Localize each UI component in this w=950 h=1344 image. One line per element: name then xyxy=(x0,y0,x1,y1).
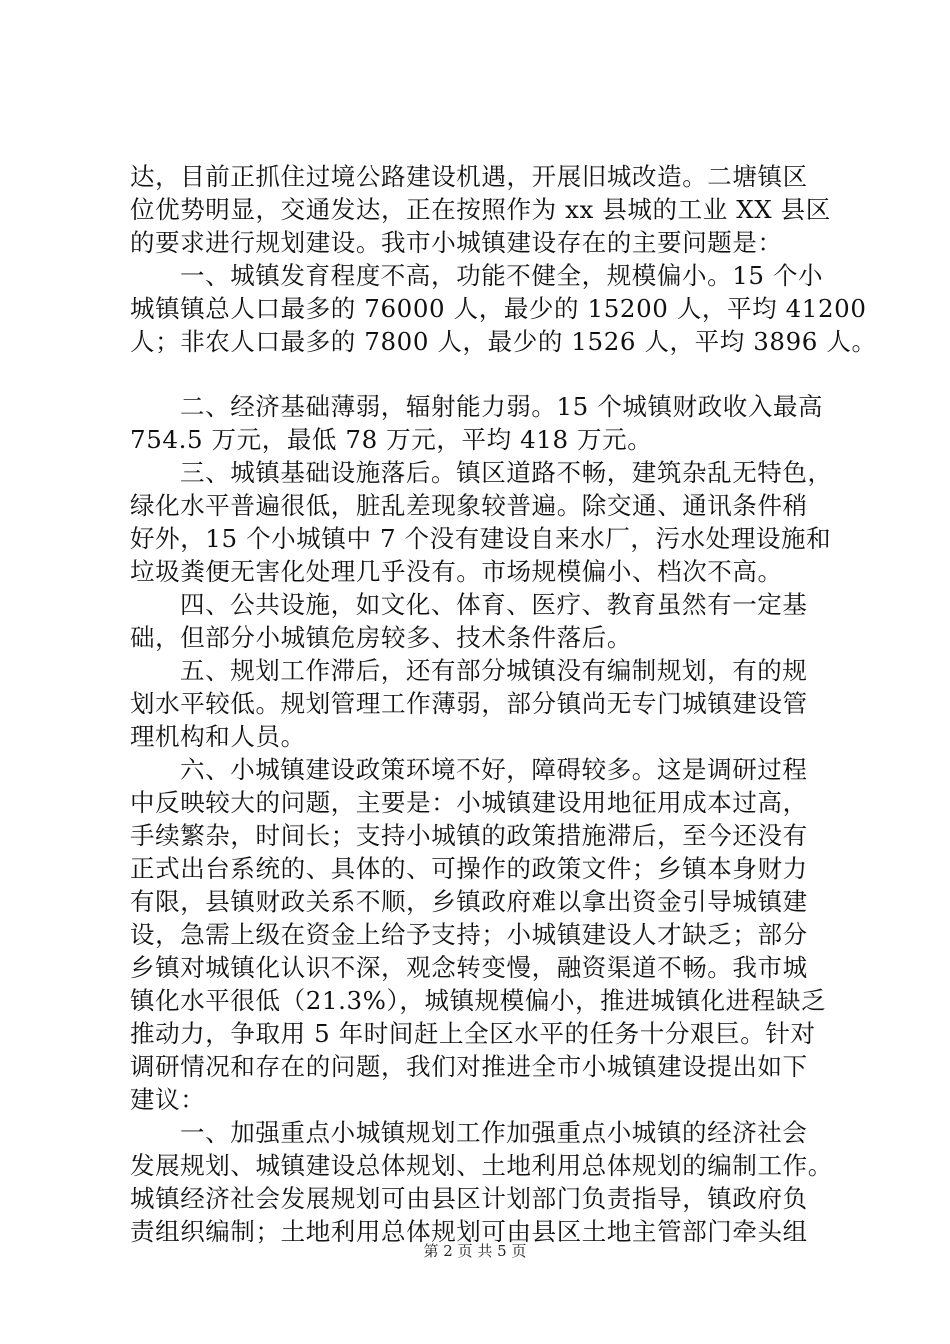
text-line: 础，但部分小城镇危房较多、技术条件落后。 xyxy=(130,623,632,652)
text-line: 发展规划、城镇建设总体规划、土地利用总体规划的编制工作。 xyxy=(130,1151,833,1180)
text-line: 理机构和人员。 xyxy=(130,722,306,751)
paragraph-start: 五、规划工作滞后，还有部分城镇没有编制规划，有的规 xyxy=(180,656,808,685)
text-line: 城镇镇总人口最多的 76000 人，最少的 15200 人，平均 41200 xyxy=(130,294,867,323)
text-line: 人；非农人口最多的 7800 人，最少的 1526 人，平均 3896 人。 xyxy=(130,327,877,356)
paragraph-start: 六、小城镇建设政策环境不好，障碍较多。这是调研过程 xyxy=(180,755,808,784)
text-line: 有限，县镇财政关系不顺，乡镇政府难以拿出资金引导城镇建 xyxy=(130,887,808,916)
text-line: 好外，15 个小城镇中 7 个没有建设自来水厂，污水处理设施和 xyxy=(130,524,832,553)
paragraph-gap xyxy=(130,358,830,390)
text-line: 754.5 万元，最低 78 万元，平均 418 万元。 xyxy=(130,425,653,454)
text-line: 划水平较低。规划管理工作薄弱，部分镇尚无专门城镇建设管 xyxy=(130,689,808,718)
text-line: 建议： xyxy=(130,1085,206,1114)
paragraph-start: 三、城镇基础设施落后。镇区道路不畅，建筑杂乱无特色， xyxy=(180,458,833,487)
text-line: 推动力，争取用 5 年时间赶上全区水平的任务十分艰巨。针对 xyxy=(130,1019,816,1048)
text-line: 位优势明显，交通发达，正在按照作为 xx 县城的工业 XX 县区 xyxy=(130,195,831,224)
page-footer: 第 2 页 共 5 页 xyxy=(423,1242,527,1260)
text-line: 城镇经济社会发展规划可由县区计划部门负责指导，镇政府负 xyxy=(130,1184,808,1213)
text-line: 正式出台系统的、具体的、可操作的政策文件；乡镇本身财力 xyxy=(130,854,808,883)
text-line: 绿化水平普遍很低，脏乱差现象较普遍。除交通、通讯条件稍 xyxy=(130,491,808,520)
text-line: 中反映较大的问题，主要是：小城镇建设用地征用成本过高， xyxy=(130,788,808,817)
text-line: 的要求进行规划建设。我市小城镇建设存在的主要问题是： xyxy=(130,228,783,257)
text-line: 乡镇对城镇化认识不深，观念转变慢，融资渠道不畅。我市城 xyxy=(130,953,808,982)
text-line: 达，目前正抓住过境公路建设机遇，开展旧城改造。二塘镇区 xyxy=(130,162,808,191)
paragraph-start: 二、经济基础薄弱，辐射能力弱。15 个城镇财政收入最高 xyxy=(180,392,824,421)
text-line: 责组织编制；土地利用总体规划可由县区土地主管部门牵头组 xyxy=(130,1217,808,1246)
text-line: 调研情况和存在的问题，我们对推进全市小城镇建设提出如下 xyxy=(130,1052,808,1081)
paragraph-start: 一、城镇发育程度不高，功能不健全，规模偏小。15 个小 xyxy=(180,261,824,290)
text-line: 垃圾粪便无害化处理几乎没有。市场规模偏小、档次不高。 xyxy=(130,557,783,586)
paragraph-start: 一、加强重点小城镇规划工作加强重点小城镇的经济社会 xyxy=(180,1118,808,1147)
paragraph-start: 四、公共设施，如文化、体育、医疗、教育虽然有一定基 xyxy=(180,590,808,619)
text-line: 镇化水平很低（21.3%），城镇规模偏小，推进城镇化进程缺乏 xyxy=(130,986,827,1015)
text-line: 设，急需上级在资金上给予支持；小城镇建设人才缺乏；部分 xyxy=(130,920,808,949)
document-body xyxy=(130,160,877,1248)
text-line: 手续繁杂，时间长；支持小城镇的政策措施滞后，至今还没有 xyxy=(130,821,808,850)
